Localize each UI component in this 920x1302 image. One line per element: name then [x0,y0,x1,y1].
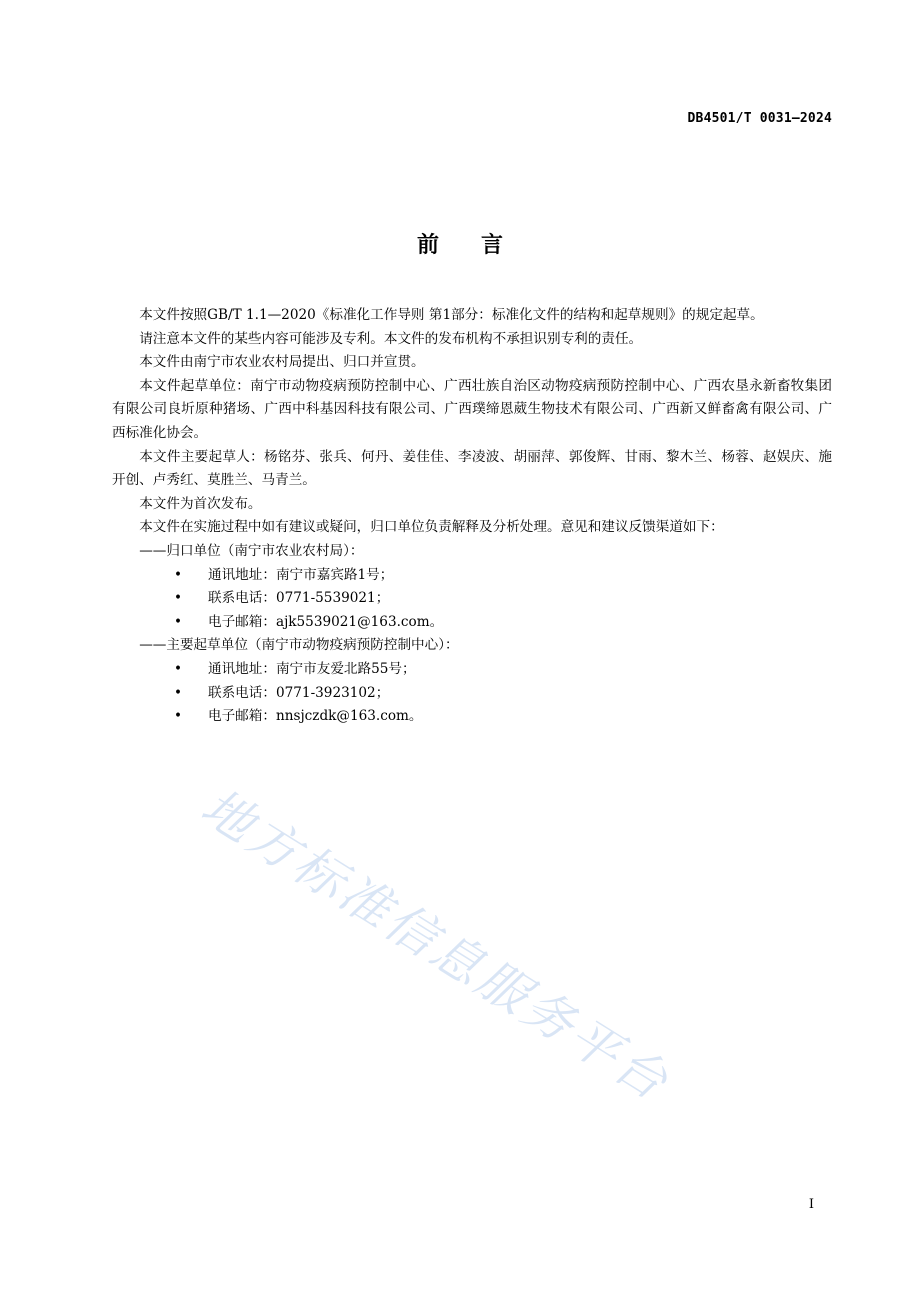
list-item-text: 联系电话：0771-3923102； [208,684,390,701]
contact-group-heading: ——归口单位（南宁市农业农村局）： [139,542,364,559]
bullet-icon: • [174,660,183,677]
bullet-icon: • [174,708,183,725]
contact-group-heading: ——主要起草单位（南宁市动物疫病预防控制中心）： [139,637,459,654]
list-item-text: 电子邮箱：ajk5539021@163.com。 [208,613,444,630]
document-body [112,304,832,729]
list-item [112,611,832,635]
bullet-icon: • [174,590,183,607]
paragraph-first-release: 本文件为首次发布。 [139,495,262,512]
document-code: DB4501/T 0031—2024 [687,111,832,126]
page-number: I [808,1197,814,1212]
paragraph-drafting-units: 本文件起草单位：南宁市动物疫病预防控制中心、广西壮族自治区动物疫病预防控制中心、广西农垦永新畜牧集团有限公司良圻原种猪场、广西中科基因科技有限公司、广西璞缔恩葳生物技术有限公司、广西新又鲜畜禽有限公司、广西标准化协会。 [112,377,832,441]
list-item [112,682,832,706]
list-item-text: 联系电话：0771-5539021； [208,590,390,607]
page-title: 前言 [416,233,545,258]
paragraph-feedback: 本文件在实施过程中如有建议或疑问，归口单位负责解释及分析处理。意见和建议反馈渠道如下： [139,519,724,536]
bullet-icon: • [174,566,183,583]
bullet-icon: • [174,613,183,630]
list-item-text: 电子邮箱：nnsjczdk@163.com。 [208,708,423,725]
paragraph-patent-notice: 请注意本文件的某些内容可能涉及专利。本文件的发布机构不承担识别专利的责任。 [139,330,643,347]
list-item [112,705,832,729]
bullet-icon: • [174,684,183,701]
contact-list [112,658,832,729]
list-item-text: 通讯地址：南宁市嘉宾路1号； [208,566,394,583]
paragraph-drafters: 本文件主要起草人：杨铭芬、张兵、何丹、姜佳佳、李凌波、胡丽萍、郭俊辉、甘雨、黎木兰、杨蓉、赵娱庆、施开创、卢秀红、莫胜兰、马青兰。 [112,448,832,489]
list-item-text: 通讯地址：南宁市友爱北路55号； [208,660,416,677]
list-item [112,564,832,588]
paragraph-proposer: 本文件由南宁市农业农村局提出、归口并宣贯。 [139,354,425,371]
watermark: 地方标准信息服务平台 [191,777,681,1113]
list-item [112,658,832,682]
list-item [112,587,832,611]
paragraph-drafting-basis: 本文件按照GB/T 1.1—2020《标准化工作导则 第1部分：标准化文件的结构和起草规则》的规定起草。 [139,307,764,323]
contact-list [112,564,832,635]
